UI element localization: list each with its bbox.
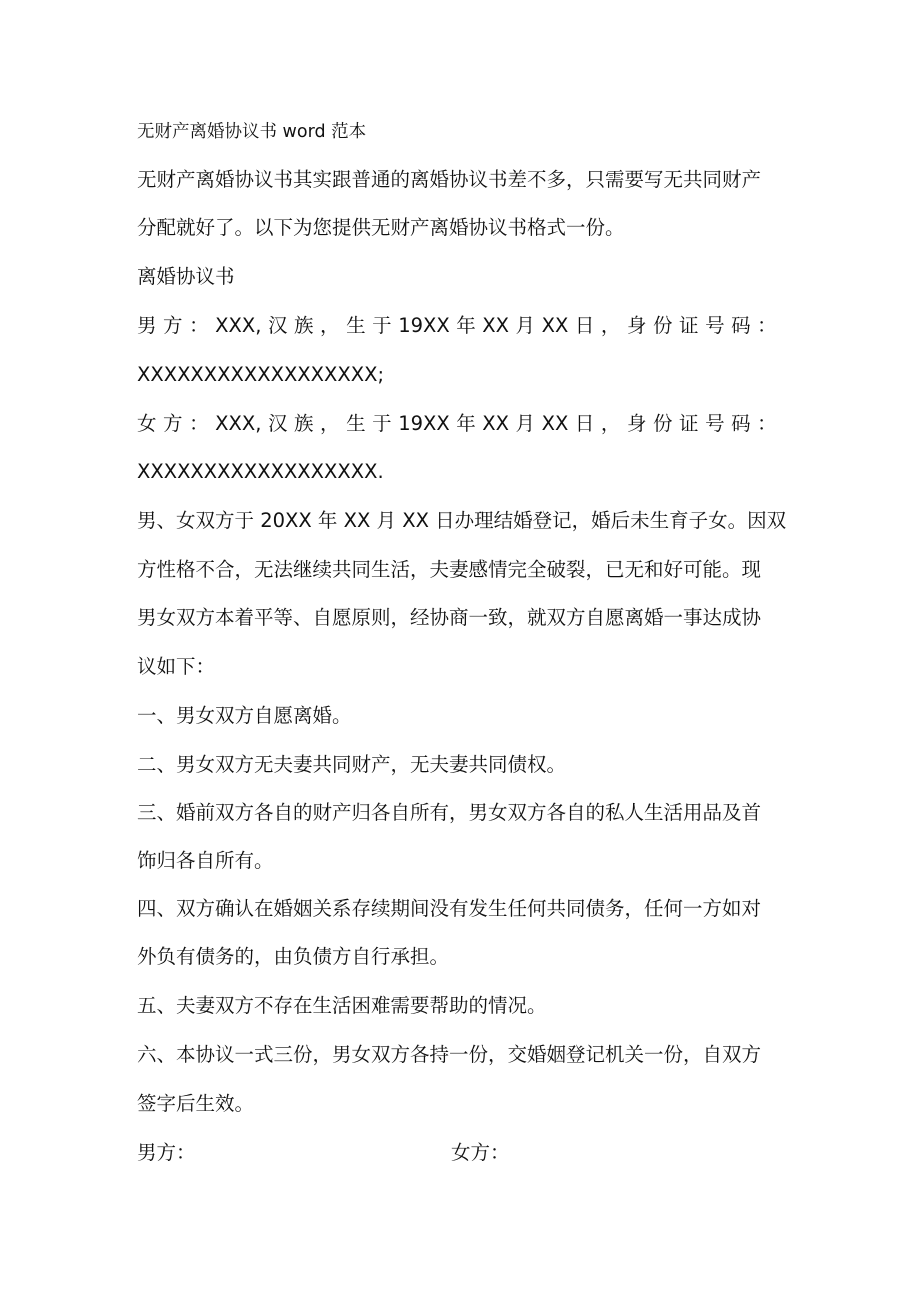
intro-line-2: 分配就好了。以下为您提供无财产离婚协议书格式一份。 xyxy=(137,216,625,239)
clause-line-4: 饰归各自所有。 xyxy=(137,849,274,872)
clause-line-8: 六、本协议一式三份，男女双方各持一份，交婚姻登记机关一份，自双方 xyxy=(137,1043,762,1066)
preamble-line-4: 议如下： xyxy=(137,655,216,678)
clause-line-1: 一、男女双方自愿离婚。 xyxy=(137,704,352,727)
clause-line-3: 三、婚前双方各自的财产归各自所有，男女双方各自的私人生活用品及首 xyxy=(137,801,762,824)
clause-line-2: 二、男女双方无夫妻共同财产，无夫妻共同债权。 xyxy=(137,753,567,776)
male-id-number: XXXXXXXXXXXXXXXXXX; xyxy=(137,363,385,386)
intro-line-1: 无财产离婚协议书其实跟普通的离婚协议书差不多，只需要写无共同财产 xyxy=(137,168,762,191)
clause-line-7: 五、夫妻双方不存在生活困难需要帮助的情况。 xyxy=(137,994,547,1017)
female-party-line: 女 方 ： XXX, 汉 族 ， 生 于 19XX 年 XX 月 XX 日 ， 身 份 证 号 码 ： xyxy=(137,412,777,435)
female-id-number: XXXXXXXXXXXXXXXXXX. xyxy=(137,460,384,483)
preamble-line-1: 男、女双方于 20XX 年 XX 月 XX 日办理结婚登记，婚后未生育子女。因双 xyxy=(137,509,787,532)
clause-line-6: 外负有债务的，由负债方自行承担。 xyxy=(137,945,450,968)
agreement-heading: 离婚协议书 xyxy=(137,265,235,288)
clause-line-9: 签字后生效。 xyxy=(137,1092,255,1115)
clause-line-5: 四、双方确认在婚姻关系存续期间没有发生任何共同债务，任何一方如对 xyxy=(137,897,762,920)
female-signature-label: 女方： xyxy=(451,1141,510,1164)
preamble-line-2: 方性格不合，无法继续共同生活，夫妻感情完全破裂，已无和好可能。现 xyxy=(137,558,762,581)
document-title: 无财产离婚协议书 word 范本 xyxy=(137,122,367,142)
male-signature-label: 男方： xyxy=(137,1141,196,1164)
male-party-line: 男 方 ： XXX, 汉 族 ， 生 于 19XX 年 XX 月 XX 日 ， 身 份 证 号 码 ： xyxy=(137,314,777,337)
preamble-line-3: 男女双方本着平等、自愿原则，经协商一致，就双方自愿离婚一事达成协 xyxy=(137,606,762,629)
